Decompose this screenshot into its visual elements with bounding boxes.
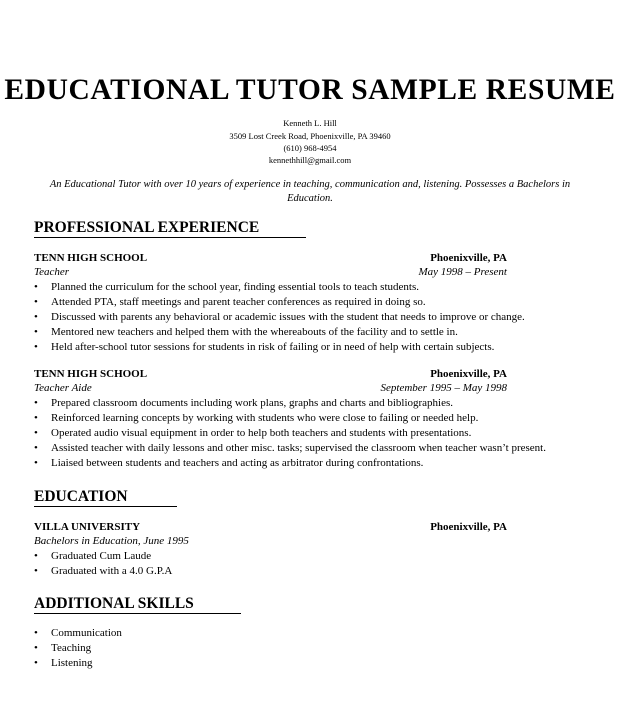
- job-2-org: TENN HIGH SCHOOL: [34, 368, 148, 380]
- bullet-text: Planned the curriculum for the school year, finding essential tools to teach students.: [51, 281, 419, 293]
- bullet-text: Graduated Cum Laude: [51, 550, 152, 562]
- bullet-text: Prepared classroom documents including work plans, graphs and charts and bibliographies.: [51, 397, 454, 409]
- bullet-text: Reinforced learning concepts by working with students who were close to failing or needed help.: [51, 412, 479, 424]
- bullet-dot: •: [34, 657, 38, 669]
- skills-heading: ADDITIONAL SKILLS: [34, 595, 241, 614]
- job-2-bullets: [34, 396, 574, 471]
- list-item: [34, 396, 574, 411]
- list-item: [34, 340, 574, 355]
- bullet-text: Listening: [51, 657, 93, 669]
- education-location: Phoenixville, PA: [430, 521, 507, 533]
- bullet-dot: •: [34, 457, 38, 469]
- bullet-dot: •: [34, 341, 38, 353]
- education-degree: Bachelors in Education, June 1995: [34, 535, 189, 547]
- list-item: [34, 641, 574, 656]
- bullet-dot: •: [34, 296, 38, 308]
- job-1-bullets: [34, 280, 574, 355]
- list-item: [34, 310, 574, 325]
- list-item: [34, 656, 574, 671]
- bullet-dot: •: [34, 326, 38, 338]
- list-item: [34, 295, 574, 310]
- bullet-dot: •: [34, 281, 38, 293]
- bullet-text: Operated audio visual equipment in order to help both teachers and students with presentations.: [51, 427, 472, 439]
- list-item: • Assisted teacher with daily lessons and other misc. tasks; supervised the classroom when teacher wasn’t present.: [34, 442, 546, 454]
- bullet-dot: •: [34, 627, 38, 639]
- contact-phone: (610) 968-4954: [283, 143, 337, 153]
- job-2-role: Teacher Aide: [34, 382, 92, 394]
- contact-name: Kenneth L. Hill: [283, 118, 337, 128]
- bullet-dot: •: [34, 550, 38, 562]
- job-1-role: Teacher: [34, 266, 70, 278]
- list-item: [34, 280, 574, 295]
- job-1-location: Phoenixville, PA: [430, 252, 507, 264]
- bullet-dot: •: [34, 565, 38, 577]
- list-item: [34, 626, 574, 641]
- bullet-text: Assisted teacher with daily lessons and other misc. tasks; supervised the classroom when teacher wasn’t present.: [51, 442, 546, 454]
- job-2-location: Phoenixville, PA: [430, 368, 507, 380]
- skills-list: [34, 626, 574, 671]
- list-item: [34, 411, 574, 426]
- bullet-dot: •: [34, 427, 38, 439]
- experience-heading: PROFESSIONAL EXPERIENCE: [34, 219, 306, 238]
- bullet-text: Discussed with parents any behavioral or academic issues with the student that needs to improve or change.: [51, 311, 525, 323]
- job-2-dates: September 1995 – May 1998: [380, 382, 507, 394]
- summary: An Educational Tutor with over 10 years of experience in teaching, communication and, listening. Possesses a Bachelors in Education.: [49, 179, 571, 204]
- education-org: VILLA UNIVERSITY: [34, 521, 141, 533]
- bullet-text: Communication: [51, 627, 122, 639]
- bullet-dot: •: [34, 311, 38, 323]
- list-item: [34, 549, 574, 564]
- resume-title: EDUCATIONAL TUTOR SAMPLE RESUME: [4, 74, 616, 106]
- list-item: [34, 564, 574, 579]
- bullet-text: Teaching: [51, 642, 92, 654]
- education-heading: EDUCATION: [34, 488, 177, 507]
- bullet-text: Attended PTA, staff meetings and parent teacher conferences as required in doing so.: [51, 296, 426, 308]
- list-item: [34, 456, 574, 471]
- contact-address: 3509 Lost Creek Road, Phoenixville, PA 39460: [229, 131, 391, 141]
- education-bullets: [34, 549, 574, 579]
- bullet-text: Mentored new teachers and helped them with the whereabouts of the facility and to settle in.: [51, 326, 458, 338]
- contact-email: kennethhill@gmail.com: [268, 155, 352, 165]
- bullet-dot: •: [34, 412, 38, 424]
- bullet-text: Held after-school tutor sessions for students in risk of failing or in need of help with certain subjects.: [51, 341, 495, 353]
- list-item: [34, 325, 574, 340]
- job-1-org: TENN HIGH SCHOOL: [34, 252, 148, 264]
- bullet-text: Liaised between students and teachers and acting as arbitrator during confrontations.: [51, 457, 424, 469]
- bullet-text: Graduated with a 4.0 G.P.A: [51, 565, 173, 577]
- list-item: [34, 426, 574, 441]
- job-1-dates: May 1998 – Present: [418, 266, 507, 278]
- bullet-dot: •: [34, 642, 38, 654]
- bullet-dot: •: [34, 397, 38, 409]
